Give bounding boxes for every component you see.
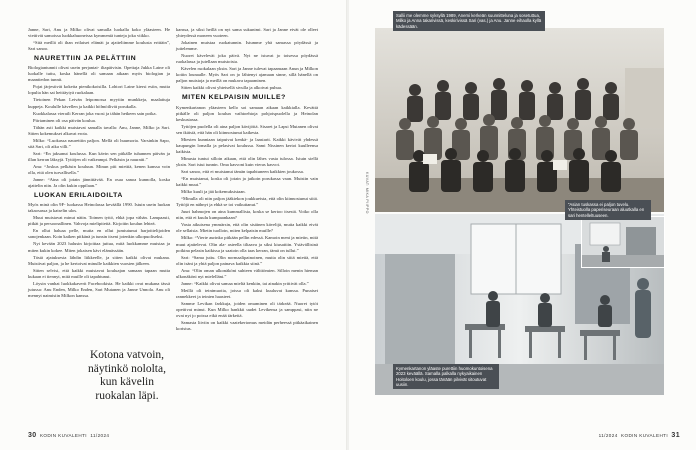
photo-credit: KUVAT: MIKA PIIPPO xyxy=(365,172,369,214)
body-paragraph: Miesten kunniaan taipuivat kenkä- ja laastarit. Kaikki kävivät yhdessä kaupungin lomalla ja pelasivat koulussa. Sami Nissinen kertoi kuulleensa kaikista. xyxy=(176,136,318,154)
body-paragraph: Janne: “Aina oli jotain jännittävää. En osaa sanoa kunnolla, koska ajattelin niin. Ja olin kukin oppilaan.” xyxy=(28,177,170,189)
body-paragraph: Milko kuuli ja jää kokemuksistaan. xyxy=(181,189,246,195)
section-heading: MITEN KELPAISIN MUILLE? xyxy=(182,94,286,102)
body-paragraph: Vasta aikuisena ymmärsin, että olin sisäinen kävelijä, mutta kaikki eivät ole sellaisia. Mietin tuolloin, miten kelpaisin muille? xyxy=(176,222,318,234)
left-column-2 xyxy=(176,27,318,333)
body-paragraph: Minusta tuntui silloin aikaan, että olin lähes vasta tulossa. Istuin siellä yksin. Sari istui tunnin. Oma kasvoni kuin vieras kasvot. xyxy=(176,155,318,167)
folio-right xyxy=(599,432,680,439)
section-heading: NAURETTIIN JA PELÄTTIIN xyxy=(34,55,137,63)
body-paragraph: Milko: “Luokassa naurettiin paljon. Mellä oli huumoria. Varsinkin Sapo, sitä Sari, oli aika villi.” xyxy=(28,137,170,149)
inset-photo-image xyxy=(582,217,664,267)
body-paragraph: kanssa, ja siksi heillä on nyt sama sukunimi. Sari ja Janne eivät ole olleet yhteydessä moneen vuoteen. xyxy=(176,27,318,39)
body-paragraph: Muut muistavat minut nätin. Toimen tyttö, ehkä jopa vähän. Lampaasti, pitkät ja persoonallinen. Vahvoja mielipiteitä. Kirjoitin koulun lehteä. xyxy=(28,215,170,227)
left-page xyxy=(0,0,347,450)
intro-paragraph: Janne, Sari, Anu ja Milko olivat samalla luokalla koko yläasteen. He viettivät samoissa luokkahuoneissa kymmeniä tunteja joka viikko. xyxy=(28,27,170,39)
body-paragraph: Meillä oli teinimuotia, joissa oli kaksi kuuluvat kanssa. Punaiset rannekkeet ja teinien haasteet. xyxy=(176,287,318,299)
folio-left xyxy=(28,432,109,439)
body-paragraph: Löysin vanhat luokkakaverit Facebookista. He kaikki ovat mukana tässä jutussa: Anu Enden, Milko Enden, Sari Mutanen ja Janne Unnola. Anu oli mennyt naimisiin Milkon kanssa. xyxy=(28,280,170,298)
body-paragraph: Kymenkartanon yläasteen kello soi samaan aikaan kaikkialla. Kevättä pitkälle oli paljon koulun vaihtoehtoja pohjoispuolella ja Heinolan keskustassa. xyxy=(176,104,318,122)
body-paragraph: Milko: “Vierte aurinko pitkään pellin edessä. Kamoin meni ja mietin, mitä muut ajattelevat. Olin ala- asteella tiltaava ja siksi kiusattiin. Ystävällisinä poikina pelasin kaikissa ja saatoin olla taas kerran, tämä on tullut.” xyxy=(176,235,318,253)
body-paragraph: Anu: “Joskus pelkäsin kouluun. Minun piti miettiä, kenen kanssa voin olla, että olen turvallisella.” xyxy=(28,163,170,175)
body-paragraph: Sari sanoo, että ei muistanut tämän tapahtuneen kaikkien joukossa. xyxy=(181,168,304,174)
body-paragraph: Samasta liiviin on kaikki vaatekertomus meidän perheessä pitkäaikainen koristus. xyxy=(176,320,318,332)
body-paragraph: Tähän asti kaikki muistavat samalla tavalla: Anu, Janne, Milko ja Sari. Sitten kokemukset alkavat erota. xyxy=(28,124,170,136)
body-paragraph: Samme Levikan farkkuja, joiden omaminen oli tärkeää. Nuoret tytöt opettivat minut. Kun Milko hankkii uudet Levikensa ja samppasi, niin ne ovat nyt jo poissa eikä enää tärkeitä. xyxy=(176,300,318,319)
magazine-name: KODIN KUVALEHTI xyxy=(39,433,87,438)
top-photo-caption: Sallii me olemme syksyllä 1989, Anemi kerkeän suunnitteluna ja sosetuttua, Milko ja Anna takarivissä, keskirivissä Sari (vas.) ja Anu. Janne eihaolla kyllä kädessään. xyxy=(393,11,545,31)
inset-photo xyxy=(581,216,665,268)
right-page xyxy=(349,0,696,450)
body-paragraph: Sari: “En jaksanut koulussa. Kun kävin sen pitkälle tuhannen päivän ja illan kerran läksyjä. Tyttöjen oli vaikeampi. Pelkäsin ja nauratti.” xyxy=(28,150,170,162)
body-paragraph: Jokainen muistaa ruokatunnin. Istumme yhä samassa pöydässä ja juttelemme. xyxy=(176,40,318,52)
body-paragraph: Biologiantunnit olivat usein perjantai- iltapäivisin. Opettaja Jukka Laine oli luokalle tuttu, koska hänellä oli samaan aikaan myös biologian ja maantiedon tunnit. xyxy=(28,65,170,83)
intro-paragraph: “Sitä meillä oli ihan erilaiset elämät ja ajatteliimme koulusta erittäin”, Sari sanoo. xyxy=(28,40,170,52)
pull-quote: Kotona vatvoin, näytinkö nololta, kun kävelin ruokalan läpi. xyxy=(88,349,166,402)
class-photo xyxy=(375,28,664,212)
page-number: 30 xyxy=(28,432,37,439)
body-paragraph: Sari: “Sama juttu. Olin normaalipainoinen, mutta olin siitä mietiä, että olin isäni ja yhtä paljon painava kaikkia siinä.” xyxy=(176,254,318,266)
body-paragraph: En ollut haluaa pelle, mutta en ollut jumiutunut harjoittelijoiden sanojenkaan. Koin kaiken pitkänä ja tunsin itseni jotenkin ulkopuoliseksi. xyxy=(28,228,170,240)
body-paragraph: Tietoinen Pekan Leivän leipomossa myytiin munkkeja, maalattuja kuppeja. Koululle kävellen ja kaikki hölmöilivät porukalla. xyxy=(28,97,170,109)
body-paragraph: “En muistanut, koska oli jotain ja jatkoin porukassa vaan. Muistin vain kaikki muut.” xyxy=(176,176,318,188)
body-paragraph: Pojat järjestivät kokeita pienikokoisilla. Lohtori Laine kiersi esiin, mutta lopulta hän sai heittäytyä ruokalaan. xyxy=(28,84,170,96)
class-photo-image xyxy=(375,28,664,212)
issue-number: 11/2024 xyxy=(90,433,110,438)
issue-number: 11/2024 xyxy=(598,433,618,438)
magazine-name: KODIN KUVALEHTI xyxy=(621,433,669,438)
body-paragraph: “Minulla oli niin paljon jääkiekon joukkueista, että olin kiinnostunut siitä. Tyttöjä en nähnyt ja ehkä se toi vaikuttanut.” xyxy=(176,196,318,208)
body-paragraph: Tästä ajatuksesta lähdin liikkeelle, ja sitten kaikki olivat mukana. Muistivat paljon, ja he kertoivat minulle kaikkien vuosien jälkeen. xyxy=(28,254,170,266)
page-number: 31 xyxy=(671,432,680,439)
body-paragraph: Sitten selvisi, että kaikki muistavat kouluajan samaan tapaan mutta kukaan ei tiennyt, mitä muille oli tapahtunut. xyxy=(28,267,170,279)
body-paragraph: Tyttöjen puolella oli aina paljon kävijöitä. Sisaret ja Lapsi Mutanen olivat sen ikäisiä, että hän oli kiinnostunut kaikesta. xyxy=(176,123,318,135)
body-paragraph: Nyt kevään 2023 halusin kirjoittaa juttua, mitä luokkamme muistaa ja miten kukin kokee. Miten jokaisen kävi elämässään. xyxy=(28,241,170,253)
body-paragraph: Janne: “Kaikki olivat samaa mieltä kenkiin, tai ainakin yrittivät olla.” xyxy=(181,280,309,286)
body-paragraph: Kuokkalassa vieraili Kerran joka vuosi ja tähän hetkeen sain poika. xyxy=(33,110,157,116)
left-column-1 xyxy=(28,27,170,300)
middle-photo-caption: “Asian tuskassa ei paljon tuvelu. Yhteistuolla paperiseuraan aluutkalla en sari hentelleltuuseen. xyxy=(565,200,651,220)
body-paragraph: Sitten kaikki olivat yhteisellä sivulla ja alkoivat puhua. xyxy=(181,85,283,91)
body-paragraph: Kävelen ruokalaan yksin. Sari ja Janne tulevat tapaamaan Anun ja Milkon kotiin lounaalle. Myös Sari on jo lähtenyt ajamaan sinne, sillä hänellä on paljon muistoja ja meillä on mukava tapaaminen. xyxy=(176,66,318,84)
body-paragraph: Anu: “Olin oman ulkonäköni suhteen välittömien. Silloin menin hieman ulkonäköni nyt mielelläni.” xyxy=(176,267,318,279)
body-paragraph: Nuoret kävelevät joka päivä. Nyt ne istuvat jo toisessa pöydässä ruokalassa ja jutellaan muistoista. xyxy=(176,53,318,65)
section-heading: LUOKAN ERILAIDOILTA xyxy=(34,192,123,200)
body-paragraph: Myös minä olin 9F- luokassa Heinolassa keväällä 1990. Istuin usein luokan takaosassa ja katselin ulos. xyxy=(28,202,170,214)
body-paragraph: Juuri hahmojen on aina kummallista, koska se kertoo itsestä. Voiko olla niin, että ei kuulu kumpaankaan? xyxy=(176,209,318,221)
body-paragraph: Piirtaminen oli osa päivän koulua. xyxy=(33,117,96,123)
bottom-photo-caption: Kymenkartanon yläaste purettiin huomokuntoisena 2023 keväällä. Samalla palkalla nykyaikainen Hoitoloen koulu, jossa tänään pilvivät sitoutuvat uusiin. xyxy=(393,364,499,389)
